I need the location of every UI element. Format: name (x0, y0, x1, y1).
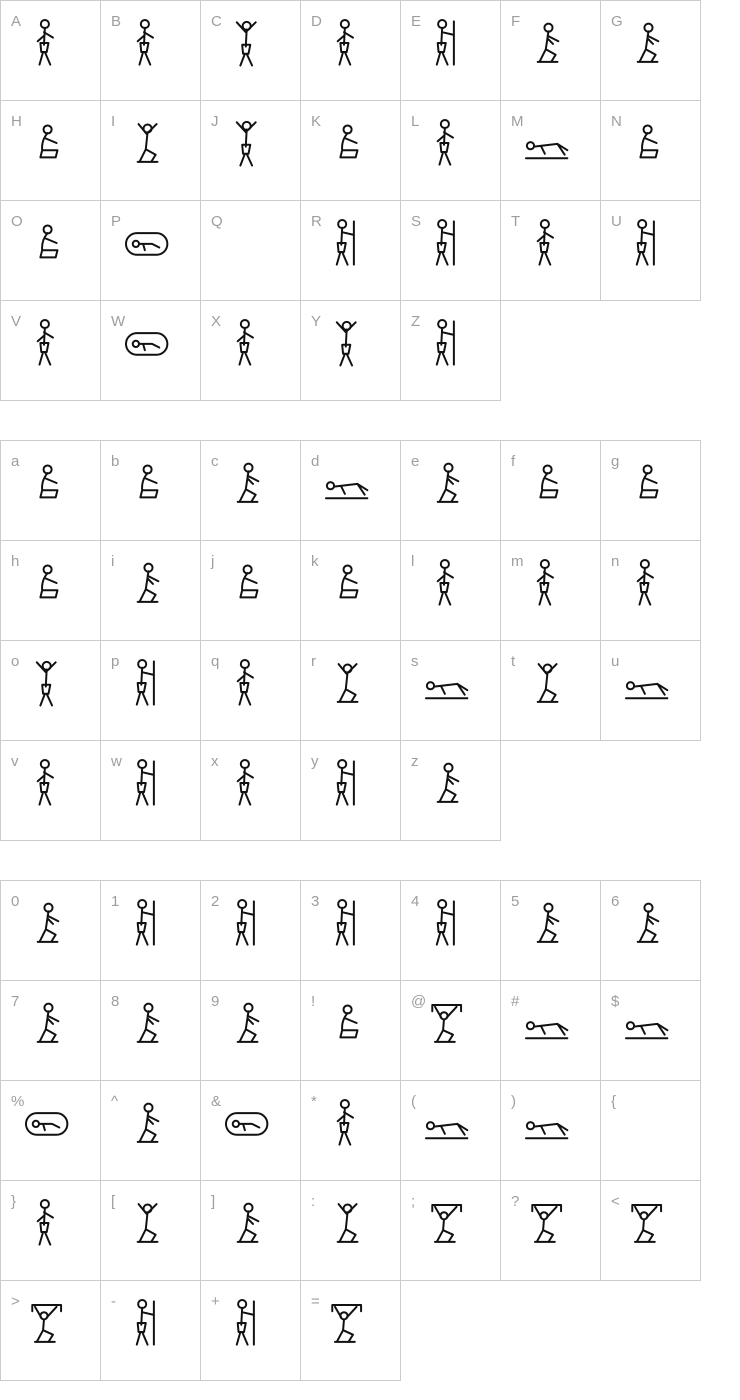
kneeling-arms-up-hieroglyph-icon (119, 116, 173, 170)
cell-character-label: 8 (111, 993, 120, 1010)
standing-staff-hieroglyph-icon (419, 216, 473, 270)
grid-row (0, 540, 740, 641)
cell-character-label: Q (211, 213, 223, 230)
standing-staff-hieroglyph-icon (119, 656, 173, 710)
glyph-cell (0, 100, 101, 201)
glyph-cell (600, 440, 701, 541)
glyph-cell (600, 880, 701, 981)
lying-hieroglyph-icon (519, 1096, 573, 1150)
cell-character-label: D (311, 13, 322, 30)
cell-character-label: v (11, 753, 19, 770)
cell-character-label: a (11, 453, 20, 470)
cell-character-label: m (511, 553, 524, 570)
glyph-cell (200, 440, 301, 541)
glyph-cell (200, 1080, 301, 1181)
lying-hieroglyph-icon (319, 456, 373, 510)
glyph-cell (300, 100, 401, 201)
grid-row (0, 300, 740, 401)
glyph-cell (100, 200, 201, 301)
standing-staff-hieroglyph-icon (319, 896, 373, 950)
cell-character-label: f (511, 453, 516, 470)
seated-hieroglyph-icon (19, 456, 73, 510)
cell-character-label: T (511, 213, 521, 230)
grid-row (0, 980, 740, 1081)
seated-hieroglyph-icon (19, 116, 73, 170)
standing-staff-hieroglyph-icon (119, 756, 173, 810)
glyph-cell (300, 440, 401, 541)
lying-hieroglyph-icon (519, 996, 573, 1050)
glyph-cell (600, 200, 701, 301)
glyph-cell (300, 1080, 401, 1181)
cell-character-label: ^ (111, 1093, 119, 1110)
kneeling-hieroglyph-icon (619, 16, 673, 70)
glyph-cell (0, 880, 101, 981)
glyph-cell (400, 0, 501, 101)
glyph-cell (400, 740, 501, 841)
standing-staff-hieroglyph-icon (319, 216, 373, 270)
lying-hieroglyph-icon (419, 656, 473, 710)
glyph-cell (300, 1180, 401, 1281)
glyph-cell (300, 880, 401, 981)
seated-hieroglyph-icon (319, 996, 373, 1050)
cell-character-label: W (111, 313, 126, 330)
glyph-cell (0, 1180, 101, 1281)
standing-hieroglyph-icon (419, 556, 473, 610)
standing-staff-hieroglyph-icon (419, 16, 473, 70)
kneeling-arms-up-hieroglyph-icon (119, 1196, 173, 1250)
cell-character-label: y (311, 753, 319, 770)
glyph-cell (300, 640, 401, 741)
glyph-cell (0, 1280, 101, 1381)
seated-hieroglyph-icon (19, 556, 73, 610)
cell-character-label: N (611, 113, 622, 130)
cell-character-label: 6 (611, 893, 620, 910)
cell-character-label: o (11, 653, 20, 670)
cell-character-label: S (411, 213, 422, 230)
glyph-cell (300, 1280, 401, 1381)
glyph-cell (500, 440, 601, 541)
cell-character-label: d (311, 453, 320, 470)
cartouche-hieroglyph-icon (19, 1096, 73, 1150)
glyph-cell (100, 540, 201, 641)
cell-character-label: s (411, 653, 419, 670)
standing-staff-hieroglyph-icon (119, 1296, 173, 1350)
standing-hieroglyph-icon (19, 16, 73, 70)
kneeling-arms-up-hieroglyph-icon (319, 1196, 373, 1250)
cell-character-label: w (111, 753, 122, 770)
cell-character-label: J (211, 113, 219, 130)
cell-character-label: u (611, 653, 620, 670)
cell-character-label: e (411, 453, 420, 470)
standing-hieroglyph-icon (319, 16, 373, 70)
kneeling-hieroglyph-icon (19, 996, 73, 1050)
cell-character-label: 9 (211, 993, 220, 1010)
glyph-cell (0, 1080, 101, 1181)
overhead-slab-hieroglyph-icon (619, 1196, 673, 1250)
cell-character-label: # (511, 993, 520, 1010)
cell-character-label: > (11, 1293, 20, 1310)
glyph-cell (400, 880, 501, 981)
glyph-cell (100, 880, 201, 981)
kneeling-hieroglyph-icon (519, 896, 573, 950)
standing-hieroglyph-icon (219, 656, 273, 710)
standing-hieroglyph-icon (19, 756, 73, 810)
grid-row (0, 0, 740, 101)
glyph-cell (0, 740, 101, 841)
glyph-cell (300, 300, 401, 401)
lying-hieroglyph-icon (519, 116, 573, 170)
glyph-cell (0, 640, 101, 741)
lying-hieroglyph-icon (619, 996, 673, 1050)
cell-character-label: M (511, 113, 524, 130)
grid-row (0, 640, 740, 741)
glyph-cell (500, 640, 601, 741)
cell-character-label: < (611, 1193, 620, 1210)
cell-character-label: : (311, 1193, 316, 1210)
standing-hieroglyph-icon (219, 316, 273, 370)
glyph-cell (600, 540, 701, 641)
seated-hieroglyph-icon (519, 456, 573, 510)
cell-character-label: 1 (111, 893, 120, 910)
cell-character-label: & (211, 1093, 222, 1110)
standing-staff-hieroglyph-icon (319, 756, 373, 810)
cell-character-label: i (111, 553, 115, 570)
cell-character-label: 3 (311, 893, 320, 910)
cell-character-label: R (311, 213, 322, 230)
grid-row (0, 740, 740, 841)
standing-hieroglyph-icon (619, 556, 673, 610)
grid-row (0, 440, 740, 541)
uppercase-letters-grid (0, 0, 740, 401)
lowercase-letters-grid (0, 440, 740, 841)
glyph-cell (200, 540, 301, 641)
digits-and-symbols-grid (0, 880, 740, 1381)
cartouche-hieroglyph-icon (219, 1096, 273, 1150)
seated-hieroglyph-icon (619, 456, 673, 510)
glyph-cell (200, 980, 301, 1081)
cell-character-label: r (311, 653, 316, 670)
glyph-cell (500, 0, 601, 101)
glyph-cell (100, 1080, 201, 1181)
cell-character-label: I (111, 113, 116, 130)
glyph-cell (500, 540, 601, 641)
cell-character-label: 5 (511, 893, 520, 910)
glyph-cell (0, 200, 101, 301)
glyph-cell (400, 200, 501, 301)
kneeling-hieroglyph-icon (519, 16, 573, 70)
seated-hieroglyph-icon (219, 556, 273, 610)
cell-character-label: X (211, 313, 222, 330)
glyph-cell (500, 980, 601, 1081)
arms-up-hieroglyph-icon (219, 16, 273, 70)
cell-character-label: ] (211, 1193, 216, 1210)
kneeling-hieroglyph-icon (119, 556, 173, 610)
seated-hieroglyph-icon (619, 116, 673, 170)
glyph-cell (0, 440, 101, 541)
glyph-cell (400, 440, 501, 541)
grid-row (0, 880, 740, 981)
glyph-cell (400, 980, 501, 1081)
cell-character-label: = (311, 1293, 320, 1310)
cell-character-label: F (511, 13, 521, 30)
glyph-cell (500, 100, 601, 201)
glyph-cell (400, 1080, 501, 1181)
cell-character-label: U (611, 213, 622, 230)
glyph-cell (200, 300, 301, 401)
glyph-cell (600, 100, 701, 201)
cell-character-label: H (11, 113, 22, 130)
cell-character-label: z (411, 753, 419, 770)
glyph-cell (100, 1280, 201, 1381)
cell-character-label: [ (111, 1193, 116, 1210)
glyph-cell (400, 540, 501, 641)
cell-character-label: q (211, 653, 220, 670)
grid-row (0, 100, 740, 201)
cell-character-label: 2 (211, 893, 220, 910)
kneeling-arms-up-hieroglyph-icon (519, 656, 573, 710)
glyph-cell (600, 1080, 701, 1181)
overhead-slab-hieroglyph-icon (319, 1296, 373, 1350)
cell-character-label: 7 (11, 993, 20, 1010)
kneeling-hieroglyph-icon (419, 756, 473, 810)
glyph-cell (100, 0, 201, 101)
cell-character-label: E (411, 13, 422, 30)
cell-character-label: P (111, 213, 122, 230)
cell-character-label: B (111, 13, 122, 30)
cell-character-label: V (11, 313, 22, 330)
glyph-cell (0, 0, 101, 101)
glyph-cell (200, 200, 301, 301)
standing-hieroglyph-icon (319, 1096, 373, 1150)
seated-hieroglyph-icon (319, 116, 373, 170)
cell-character-label: Z (411, 313, 421, 330)
glyph-cell (400, 640, 501, 741)
cell-character-label: 0 (11, 893, 20, 910)
standing-hieroglyph-icon (519, 556, 573, 610)
glyph-cell (400, 1180, 501, 1281)
cell-character-label: ( (411, 1093, 416, 1110)
standing-staff-hieroglyph-icon (219, 896, 273, 950)
glyph-cell (300, 200, 401, 301)
cell-character-label: g (611, 453, 620, 470)
standing-staff-hieroglyph-icon (219, 1296, 273, 1350)
glyph-cell (600, 1180, 701, 1281)
cell-character-label: - (111, 1293, 116, 1310)
glyph-cell (100, 300, 201, 401)
cell-character-label: ; (411, 1193, 416, 1210)
cell-character-label: x (211, 753, 219, 770)
grid-row (0, 200, 740, 301)
kneeling-hieroglyph-icon (219, 996, 273, 1050)
grid-row (0, 1180, 740, 1281)
cell-character-label: $ (611, 993, 620, 1010)
cell-character-label: L (411, 113, 420, 130)
cartouche-hieroglyph-icon (119, 316, 173, 370)
seated-hieroglyph-icon (319, 556, 373, 610)
cell-character-label: G (611, 13, 623, 30)
glyph-cell (600, 980, 701, 1081)
cell-character-label: n (611, 553, 620, 570)
glyph-cell (100, 740, 201, 841)
cell-character-label: C (211, 13, 222, 30)
overhead-slab-hieroglyph-icon (419, 1196, 473, 1250)
cell-character-label: ? (511, 1193, 520, 1210)
kneeling-hieroglyph-icon (219, 456, 273, 510)
glyph-cell (500, 200, 601, 301)
glyph-cell (500, 1180, 601, 1281)
glyph-cell (0, 980, 101, 1081)
lying-hieroglyph-icon (619, 656, 673, 710)
glyph-cell (200, 0, 301, 101)
cell-character-label: A (11, 13, 22, 30)
standing-hieroglyph-icon (419, 116, 473, 170)
standing-hieroglyph-icon (119, 16, 173, 70)
overhead-slab-hieroglyph-icon (19, 1296, 73, 1350)
cell-character-label: j (211, 553, 215, 570)
kneeling-hieroglyph-icon (619, 896, 673, 950)
cell-character-label: { (611, 1093, 617, 1110)
cell-character-label: 4 (411, 893, 420, 910)
standing-staff-hieroglyph-icon (119, 896, 173, 950)
glyph-cell (300, 980, 401, 1081)
grid-row (0, 1280, 740, 1381)
cell-character-label: ) (511, 1093, 516, 1110)
glyph-cell (100, 1180, 201, 1281)
cell-character-label: ! (311, 993, 316, 1010)
glyph-cell (200, 640, 301, 741)
standing-hieroglyph-icon (19, 1196, 73, 1250)
glyph-cell (200, 1280, 301, 1381)
glyph-cell (500, 880, 601, 981)
cell-character-label: k (311, 553, 319, 570)
glyph-cell (200, 740, 301, 841)
cell-character-label: b (111, 453, 120, 470)
cell-character-label: c (211, 453, 219, 470)
kneeling-hieroglyph-icon (19, 896, 73, 950)
glyph-cell (400, 300, 501, 401)
cell-character-label: % (11, 1093, 25, 1110)
glyph-cell (200, 880, 301, 981)
glyph-cell (0, 300, 101, 401)
cell-character-label: h (11, 553, 20, 570)
glyph-cell (200, 1180, 301, 1281)
cell-character-label: O (11, 213, 23, 230)
glyph-cell (100, 440, 201, 541)
standing-staff-hieroglyph-icon (419, 896, 473, 950)
lying-hieroglyph-icon (419, 1096, 473, 1150)
kneeling-hieroglyph-icon (119, 1096, 173, 1150)
standing-hieroglyph-icon (219, 756, 273, 810)
cell-character-label: * (311, 1093, 317, 1110)
overhead-slab-hieroglyph-icon (419, 996, 473, 1050)
standing-hieroglyph-icon (19, 316, 73, 370)
glyph-cell (0, 540, 101, 641)
glyph-cell (100, 640, 201, 741)
arms-up-hieroglyph-icon (19, 656, 73, 710)
glyph-cell (600, 0, 701, 101)
standing-staff-hieroglyph-icon (419, 316, 473, 370)
cartouche-hieroglyph-icon (119, 216, 173, 270)
glyph-cell (600, 640, 701, 741)
cell-character-label: p (111, 653, 120, 670)
cell-character-label: @ (411, 993, 427, 1010)
arms-up-hieroglyph-icon (319, 316, 373, 370)
cell-character-label: } (11, 1193, 17, 1210)
cell-character-label: t (511, 653, 516, 670)
cell-character-label: Y (311, 313, 322, 330)
kneeling-hieroglyph-icon (419, 456, 473, 510)
glyph-cell (300, 0, 401, 101)
cell-character-label: + (211, 1293, 220, 1310)
arms-up-hieroglyph-icon (219, 116, 273, 170)
glyph-cell (500, 1080, 601, 1181)
glyph-cell (100, 100, 201, 201)
grid-row (0, 1080, 740, 1181)
cell-character-label: l (411, 553, 415, 570)
standing-hieroglyph-icon (519, 216, 573, 270)
glyph-cell (300, 540, 401, 641)
glyph-cell (300, 740, 401, 841)
kneeling-arms-up-hieroglyph-icon (319, 656, 373, 710)
glyph-cell (100, 980, 201, 1081)
glyph-cell (400, 100, 501, 201)
cell-character-label: K (311, 113, 322, 130)
seated-hieroglyph-icon (119, 456, 173, 510)
standing-staff-hieroglyph-icon (619, 216, 673, 270)
glyph-cell (200, 100, 301, 201)
kneeling-hieroglyph-icon (219, 1196, 273, 1250)
overhead-slab-hieroglyph-icon (519, 1196, 573, 1250)
kneeling-hieroglyph-icon (119, 996, 173, 1050)
seated-hieroglyph-icon (19, 216, 73, 270)
